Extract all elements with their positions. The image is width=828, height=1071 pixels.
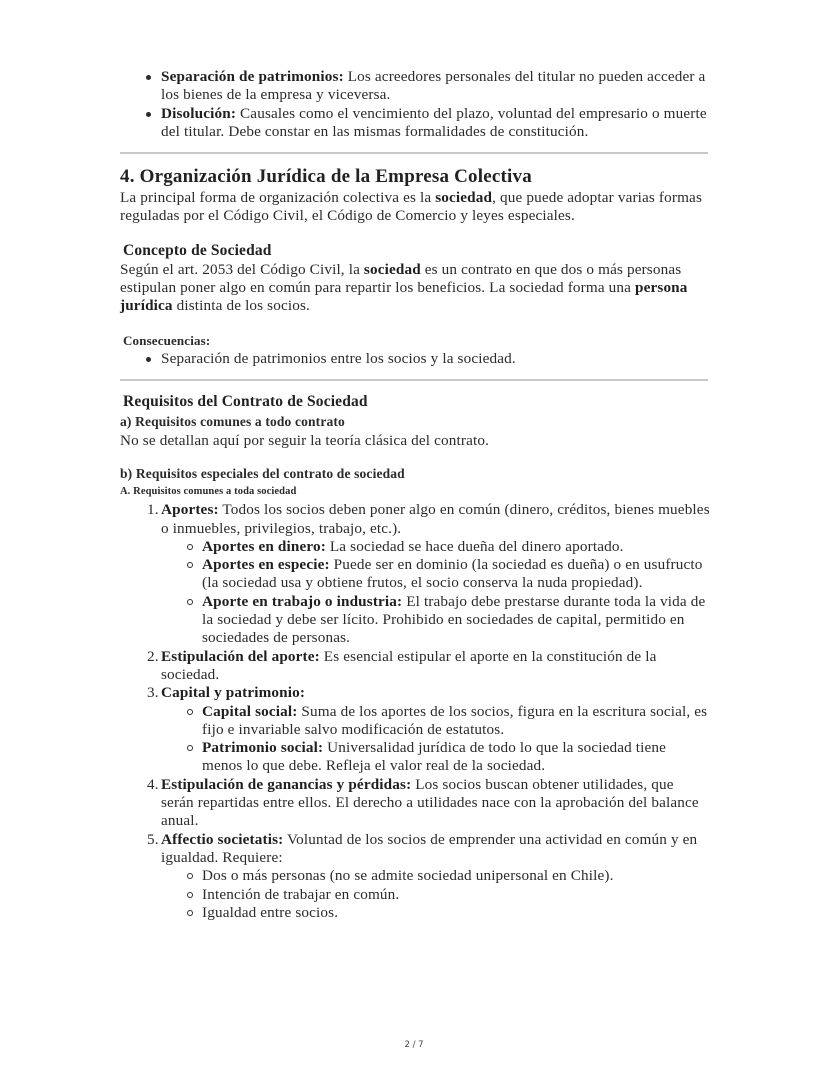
numbered-item-capital-patrimonio xyxy=(147,684,710,775)
item-number: 3. xyxy=(147,684,159,702)
item-number: 1. xyxy=(147,501,159,519)
consecuencias-heading: Consecuencias: xyxy=(123,332,211,348)
list-item-term: Estipulación de ganancias y pérdidas: xyxy=(161,775,412,793)
sub-list-item: Dos o más personas (no se admite sociedad unipersonal en Chile). xyxy=(202,867,710,885)
list-item-text: Todos los socios deben poner algo en común (dinero, créditos, bienes muebles o inmuebles, privilegios, trabajo, etc.). xyxy=(161,501,710,537)
requisitos-numbered-list xyxy=(120,501,710,922)
concepto-heading: Concepto de Sociedad xyxy=(123,241,272,259)
concepto-text: Según el art. 2053 del Código Civil, la sociedad es un contrato en que dos o más personas estipulan poner algo en común para repartir los beneficios. La sociedad forma una persona jurídica distinta de los socios. xyxy=(120,260,688,315)
document-page xyxy=(120,68,710,922)
numbered-item-affectio-societatis xyxy=(147,830,710,922)
requisitos-a-text: No se detallan aquí por seguir la teoría clásica del contrato. xyxy=(120,431,490,449)
numbered-item-estipulacion-aporte xyxy=(147,647,710,685)
section-4-intro: La principal forma de organización colectiva es la sociedad, que puede adoptar varias formas reguladas por el Código Civil, el Código de Comercio y leyes especiales. xyxy=(120,189,703,225)
capital-sublist xyxy=(161,703,710,776)
item-number: 4. xyxy=(147,775,159,793)
list-item-term: Disolución: xyxy=(161,104,237,122)
sub-list-item: Patrimonio social: Universalidad jurídica de todo lo que la sociedad tiene menos lo que debe. Refleja el valor real de la sociedad. xyxy=(202,739,710,776)
sub-list-item: Aportes en especie: Puede ser en dominio (la sociedad es dueña) o en usufructo (la sociedad usa y obtiene frutos, el socio conserva la nuda propiedad). xyxy=(202,556,710,593)
list-item-text: Voluntad de los socios de emprender una actividad en común y en igualdad. Requiere: xyxy=(161,830,698,866)
list-item-text: Los socios buscan obtener utilidades, que serán repartidas entre ellos. El derecho a utilidades nace con la aprobación del balance anual. xyxy=(161,775,699,830)
section-4-heading: 4. Organización Jurídica de la Empresa Colectiva xyxy=(120,166,532,188)
requisitos-a-heading: a) Requisitos comunes a todo contrato xyxy=(120,413,345,429)
page-indicator: 2 / 7 xyxy=(404,1040,424,1050)
requisitos-A-heading: A. Requisitos comunes a toda sociedad xyxy=(120,486,297,498)
section-divider xyxy=(120,379,708,381)
list-item-term: Affectio societatis: xyxy=(161,830,284,848)
sub-list-item: Aporte en trabajo o industria: El trabajo debe prestarse durante toda la vida de la sociedad y debe ser lícito. Prohibido en sociedades de capital, permitido en sociedades de personas. xyxy=(202,593,710,648)
aportes-sublist xyxy=(161,538,710,648)
consecuencias-list xyxy=(120,350,710,368)
item-number: 2. xyxy=(147,647,159,665)
list-item: Separación de patrimonios entre los socios y la sociedad. xyxy=(161,350,710,368)
list-item-term: Capital y patrimonio: xyxy=(161,684,306,702)
list-item-term: Separación de patrimonios: xyxy=(161,68,344,85)
list-item xyxy=(161,105,710,142)
affectio-sublist xyxy=(161,867,710,922)
requisitos-b-heading: b) Requisitos especiales del contrato de sociedad xyxy=(120,466,405,482)
section-divider xyxy=(120,152,708,154)
list-item-text: Los acreedores personales del titular no pueden acceder a los bienes de la empresa y viceversa. xyxy=(161,68,706,104)
list-item xyxy=(161,68,710,105)
item-number: 5. xyxy=(147,830,159,848)
sub-list-item: Capital social: Suma de los aportes de los socios, figura en la escritura social, es fijo e invariable salvo modificación de estatutos. xyxy=(202,703,710,740)
intro-bullet-list xyxy=(120,68,710,141)
numbered-item-aportes xyxy=(147,501,710,647)
list-item-term: Estipulación del aporte: xyxy=(161,647,320,665)
sub-list-item: Aportes en dinero: La sociedad se hace dueña del dinero aportado. xyxy=(202,538,710,556)
requisitos-heading: Requisitos del Contrato de Sociedad xyxy=(123,392,368,410)
sub-list-item: Intención de trabajar en común. xyxy=(202,886,710,904)
list-item-text: Es esencial estipular el aporte en la constitución de la sociedad. xyxy=(161,647,657,683)
sub-list-item: Igualdad entre socios. xyxy=(202,904,710,922)
numbered-item-ganancias-perdidas xyxy=(147,775,710,831)
list-item-text: Causales como el vencimiento del plazo, voluntad del empresario o muerte del titular. Debe constar en las mismas formalidades de constitución. xyxy=(161,104,707,140)
list-item-term: Aportes: xyxy=(161,501,219,519)
